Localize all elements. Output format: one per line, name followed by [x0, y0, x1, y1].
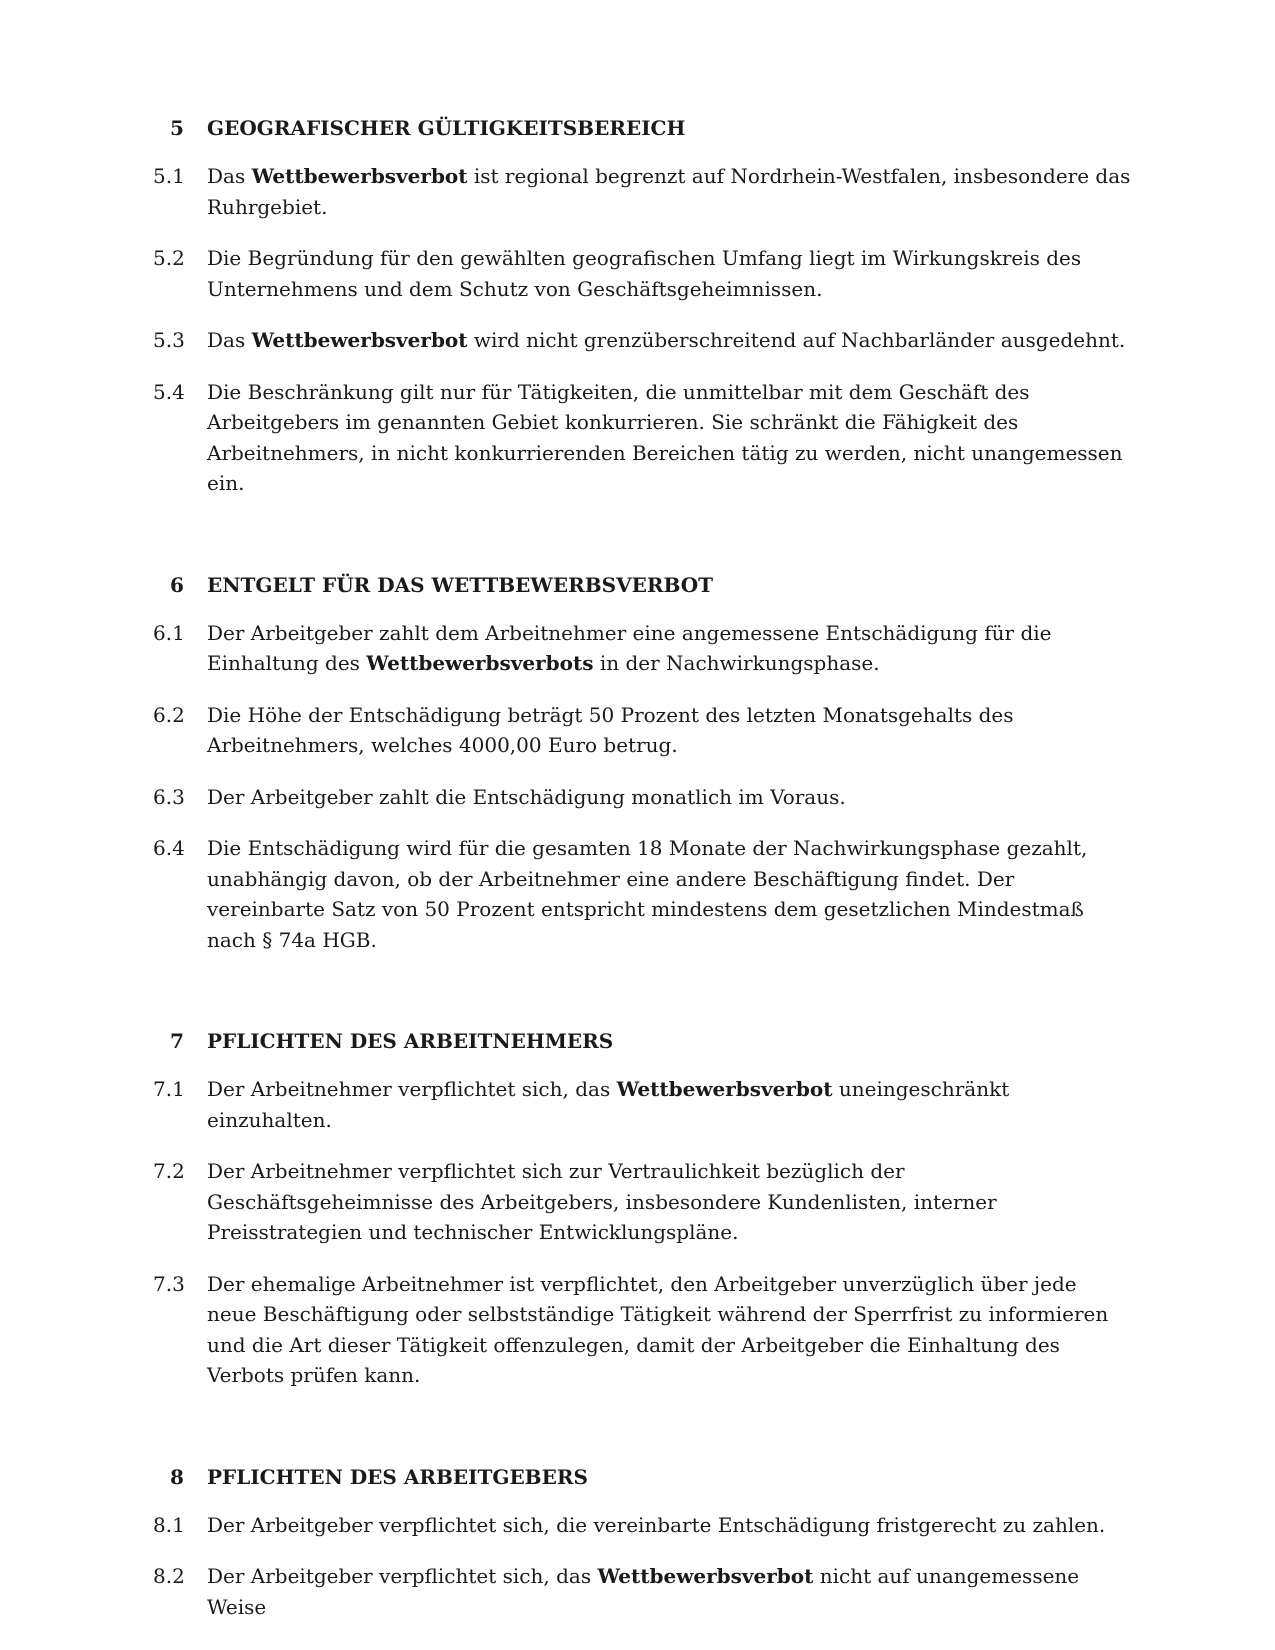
- clause-number: 8.2: [153, 1564, 185, 1588]
- clause-number: 6.3: [153, 784, 185, 809]
- clause-text: [207, 1269, 1132, 1391]
- clause-6-1: [0, 618, 1275, 679]
- clause-text-part: Der Arbeitgeber verpflichtet sich, das: [207, 1564, 598, 1588]
- clause-number: 5.3: [153, 328, 185, 352]
- clause-7-3: [0, 1269, 1275, 1391]
- section-number: 8: [170, 1464, 184, 1489]
- section-8: [0, 1462, 1275, 1623]
- clause-text-part: Die Beschränkung gilt nur für Tätigkeiten, die unmittelbar mit dem Geschäft des Arbeitgebers im genannten Gebiet konkurrieren. Sie schränkt die Fähigkeit des Arbeitnehmers, in nicht konkurrierenden Bereichen tätig zu werden, nicht unangemessen ein.: [207, 379, 1123, 495]
- clause-text-part: Der Arbeitgeber zahlt dem Arbeitnehmer eine angemessene Entschädigung für die Einhaltung des: [207, 620, 1052, 675]
- clause-5-2: [0, 243, 1275, 304]
- clause-5-4: [0, 377, 1275, 499]
- section-7: [0, 1026, 1275, 1391]
- clause-text-part: Der ehemalige Arbeitnehmer ist verpflichtet, den Arbeitgeber unverzüglich über jede neue Beschäftigung oder selbstständige Tätigkeit während der Sperrfrist zu informieren und die Art dieser Tätigkeit offenzulegen, damit der Arbeitgeber die Einhaltung des Verbots prüfen kann.: [207, 1271, 1109, 1387]
- section-heading: [0, 113, 1275, 143]
- clause-term-bold: Wettbewerbsverbot: [251, 328, 468, 352]
- clause-5-3: [0, 325, 1275, 356]
- section-number: 6: [170, 572, 184, 597]
- clause-term-bold: Wettbewerbsverbot: [616, 1077, 833, 1101]
- clause-text: [207, 700, 1132, 761]
- clause-text-part: Der Arbeitgeber verpflichtet sich, die vereinbarte Entschädigung fristgerecht zu zahlen.: [207, 1512, 1106, 1537]
- clause-text-part: Der Arbeitgeber zahlt die Entschädigung monatlich im Voraus.: [207, 784, 846, 809]
- clause-8-1: [0, 1510, 1275, 1541]
- section-title: GEOGRAFISCHER GÜLTIGKEITSBEREICH: [207, 116, 686, 140]
- clause-text: [207, 161, 1132, 222]
- section-title: ENTGELT FÜR DAS WETTBEWERBSVERBOT: [207, 572, 714, 597]
- clause-text-part: wird nicht grenzüberschreitend auf Nachbarländer ausgedehnt.: [467, 328, 1126, 352]
- clause-number: 6.1: [153, 620, 185, 645]
- section-gap: [0, 976, 1275, 1026]
- section-heading: [0, 1026, 1275, 1056]
- clause-text: [207, 618, 1132, 679]
- clause-text-part: uneingeschränkt einzuhalten.: [207, 1077, 1010, 1132]
- clause-number: 5.2: [153, 246, 185, 270]
- clause-number: 7.2: [153, 1159, 185, 1183]
- section-5: [0, 113, 1275, 499]
- clause-text-part: Das: [207, 328, 252, 352]
- clause-text-part: Die Begründung für den gewählten geografischen Umfang liegt im Wirkungskreis des Unternehmens und dem Schutz von Geschäftsgeheimnissen.: [207, 246, 1082, 301]
- clause-number: 7.1: [153, 1077, 185, 1101]
- clause-text: [207, 1156, 1132, 1248]
- section-title: PFLICHTEN DES ARBEITNEHMERS: [207, 1029, 614, 1053]
- clause-number: 7.3: [153, 1271, 185, 1296]
- clause-text-part: nicht auf unangemessene Weise: [207, 1564, 1080, 1619]
- clause-text-part: Der Arbeitnehmer verpflichtet sich, das: [207, 1077, 617, 1101]
- clause-text: [207, 325, 1132, 356]
- clause-number: 6.2: [153, 702, 185, 727]
- clause-text: [207, 1510, 1132, 1541]
- clause-text-part: Die Höhe der Entschädigung beträgt 50 Prozent des letzten Monatsgehalts des Arbeitnehmers, welches 4000,00 Euro betrug.: [207, 702, 1014, 757]
- clause-text: [207, 377, 1132, 499]
- section-heading: [0, 1462, 1275, 1492]
- clause-term-bold: Wettbewerbsverbots: [366, 651, 594, 675]
- clause-text-part: Die Entschädigung wird für die gesamten 18 Monate der Nachwirkungsphase gezahlt, unabhängig davon, ob der Arbeitnehmer eine andere Beschäftigung findet. Der vereinbarte Satz von 50 Prozent entspricht mindestens dem gesetzlichen Mindestmaß nach § 74a HGB.: [207, 836, 1088, 952]
- clause-text-part: Das: [207, 164, 252, 188]
- clause-text-part: ist regional begrenzt auf Nordrhein-Westfalen, insbesondere das Ruhrgebiet.: [207, 164, 1131, 219]
- section-number: 5: [170, 116, 184, 140]
- section-title: PFLICHTEN DES ARBEITGEBERS: [207, 1464, 588, 1489]
- clause-6-2: [0, 700, 1275, 761]
- section-heading: [0, 570, 1275, 600]
- clause-6-3: [0, 782, 1275, 813]
- section-number: 7: [170, 1029, 184, 1053]
- clause-text: [207, 1074, 1132, 1135]
- clause-text-part: in der Nachwirkungsphase.: [593, 651, 880, 675]
- clause-number: 6.4: [153, 836, 185, 860]
- clause-term-bold: Wettbewerbsverbot: [251, 164, 468, 188]
- section-6: [0, 570, 1275, 956]
- section-gap: [0, 1412, 1275, 1462]
- clause-number: 5.1: [153, 164, 185, 188]
- clause-text-part: Der Arbeitnehmer verpflichtet sich zur Vertraulichkeit bezüglich der Geschäftsgeheimnisse des Arbeitgebers, insbesondere Kundenlisten, interner Preisstrategien und technischer Entwicklungspläne.: [207, 1159, 997, 1244]
- clause-7-2: [0, 1156, 1275, 1248]
- clause-number: 5.4: [153, 379, 185, 404]
- clause-text: [207, 782, 1132, 813]
- clause-8-2: [0, 1561, 1275, 1622]
- clause-6-4: [0, 833, 1275, 955]
- clause-text: [207, 833, 1132, 955]
- clause-number: 8.1: [153, 1512, 185, 1537]
- clause-text: [207, 243, 1132, 304]
- clause-text: [207, 1561, 1132, 1622]
- section-gap: [0, 520, 1275, 570]
- clause-7-1: [0, 1074, 1275, 1135]
- clause-term-bold: Wettbewerbsverbot: [597, 1564, 814, 1588]
- clause-5-1: [0, 161, 1275, 222]
